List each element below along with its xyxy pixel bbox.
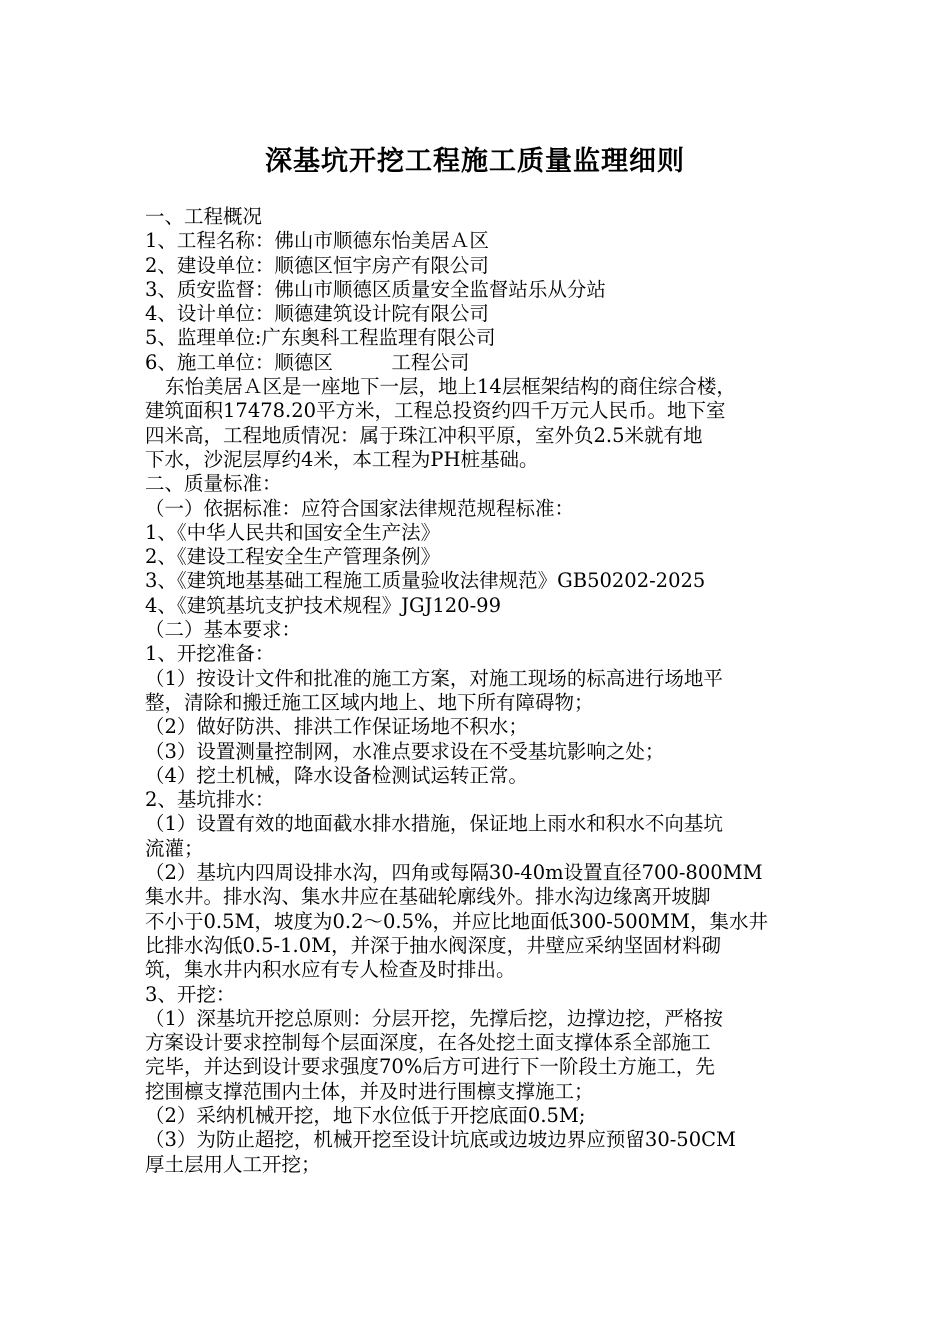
document-body — [145, 205, 815, 1177]
paragraph-line: 厚土层用人工开挖； — [145, 1152, 321, 1176]
paragraph-line: 2、《建设工程安全生产管理条例》 — [145, 545, 441, 569]
paragraph-line: 3、开挖： — [145, 982, 236, 1006]
paragraph-line: 6、施工单位：顺德区 工程公司 — [145, 350, 470, 374]
paragraph-line: 方案设计要求控制每个层面深度，在各处挖土面支撑体系全部施工 — [145, 1031, 711, 1055]
paragraph-line: 东怡美居Ａ区是一座地下一层，地上14层框架结构的商住综合楼， — [165, 375, 736, 399]
paragraph-line: （1）按设计文件和批准的施工方案，对施工现场的标高进行场地平 — [145, 666, 723, 690]
paragraph-line: 建筑面积17478.20平方米，工程总投资约四千万元人民币。地下室 — [145, 399, 726, 423]
paragraph-line: 3、质安监督：佛山市顺德区质量安全监督站乐从分站 — [145, 277, 606, 301]
paragraph-line: 完毕，并达到设计要求强度70%后方可进行下一阶段土方施工，先 — [145, 1055, 715, 1079]
document-title: 深基坑开挖工程施工质量监理细则 — [265, 146, 685, 177]
paragraph-line: 流灌； — [145, 836, 204, 860]
paragraph-line: 比排水沟低0.5-1.0M，并深于抽水阀深度，井壁应采纳坚固材料砌 — [145, 933, 722, 957]
paragraph-line: 1、工程名称：佛山市顺德东怡美居Ａ区 — [145, 229, 489, 253]
paragraph-line: （3）设置测量控制网，水准点要求设在不受基坑影响之处； — [145, 739, 665, 763]
paragraph-line: （4）挖土机械，降水设备检测试运转正常。 — [145, 763, 528, 787]
paragraph-line: 3、《建筑地基基础工程施工质量验收法律规范》GB50202-2025 — [145, 569, 706, 593]
paragraph-line: 集水井。排水沟、集水井应在基础轮廓线外。排水沟边缘离开坡脚 — [145, 885, 711, 909]
paragraph-line: 1、《中华人民共和国安全生产法》 — [145, 520, 441, 544]
paragraph-line: 1、开挖准备： — [145, 642, 275, 666]
paragraph-line: 2、建设单位：顺德区恒宇房产有限公司 — [145, 253, 489, 277]
paragraph-line: 5、监理单位:广东奥科工程监理有限公司 — [145, 326, 496, 350]
paragraph-line: （3）为防止超挖，机械开挖至设计坑底或边坡边界应预留30-50CM — [145, 1128, 737, 1152]
paragraph-line: （2）采纳机械开挖，地下水位低于开挖底面0.5M; — [145, 1103, 586, 1127]
paragraph-line: 4、《建筑基坑支护技术规程》JGJ120-99 — [145, 593, 501, 617]
paragraph-line: （2）做好防洪、排洪工作保证场地不积水； — [145, 715, 528, 739]
paragraph-line: 整，清除和搬迁施工区域内地上、地下所有障碍物； — [145, 690, 594, 714]
paragraph-line: 筑，集水井内积水应有专人检查及时排出。 — [145, 958, 516, 982]
paragraph-line: （1）深基坑开挖总原则：分层开挖，先撑后挖，边撑边挖，严格按 — [145, 1006, 723, 1030]
paragraph-line: （一）依据标准：应符合国家法律规范规程标准： — [145, 496, 575, 520]
paragraph-line: 二、质量标准： — [145, 472, 282, 496]
paragraph-line: 下水，沙泥层厚约4米，本工程为PH桩基础。 — [145, 447, 539, 471]
paragraph-line: （2）基坑内四周设排水沟，四角或每隔30-40m设置直径700-800MM — [145, 861, 763, 885]
paragraph-line: 挖围檩支撑范围内土体，并及时进行围檩支撑施工； — [145, 1079, 594, 1103]
paragraph-line: （1）设置有效的地面截水排水措施，保证地上雨水和积水不向基坑 — [145, 812, 723, 836]
paragraph-line: 不小于0.5M，坡度为0.2～0.5%，并应比地面低300-500MM，集水井 — [145, 909, 768, 933]
paragraph-line: 四米高，工程地质情况：属于珠江冲积平原，室外负2.5米就有地 — [145, 423, 703, 447]
paragraph-line: 一、工程概况 — [145, 205, 263, 228]
paragraph-line: （二）基本要求： — [145, 618, 302, 642]
paragraph-line: 2、基坑排水： — [145, 788, 275, 812]
paragraph-line: 4、设计单位：顺德建筑设计院有限公司 — [145, 302, 489, 326]
